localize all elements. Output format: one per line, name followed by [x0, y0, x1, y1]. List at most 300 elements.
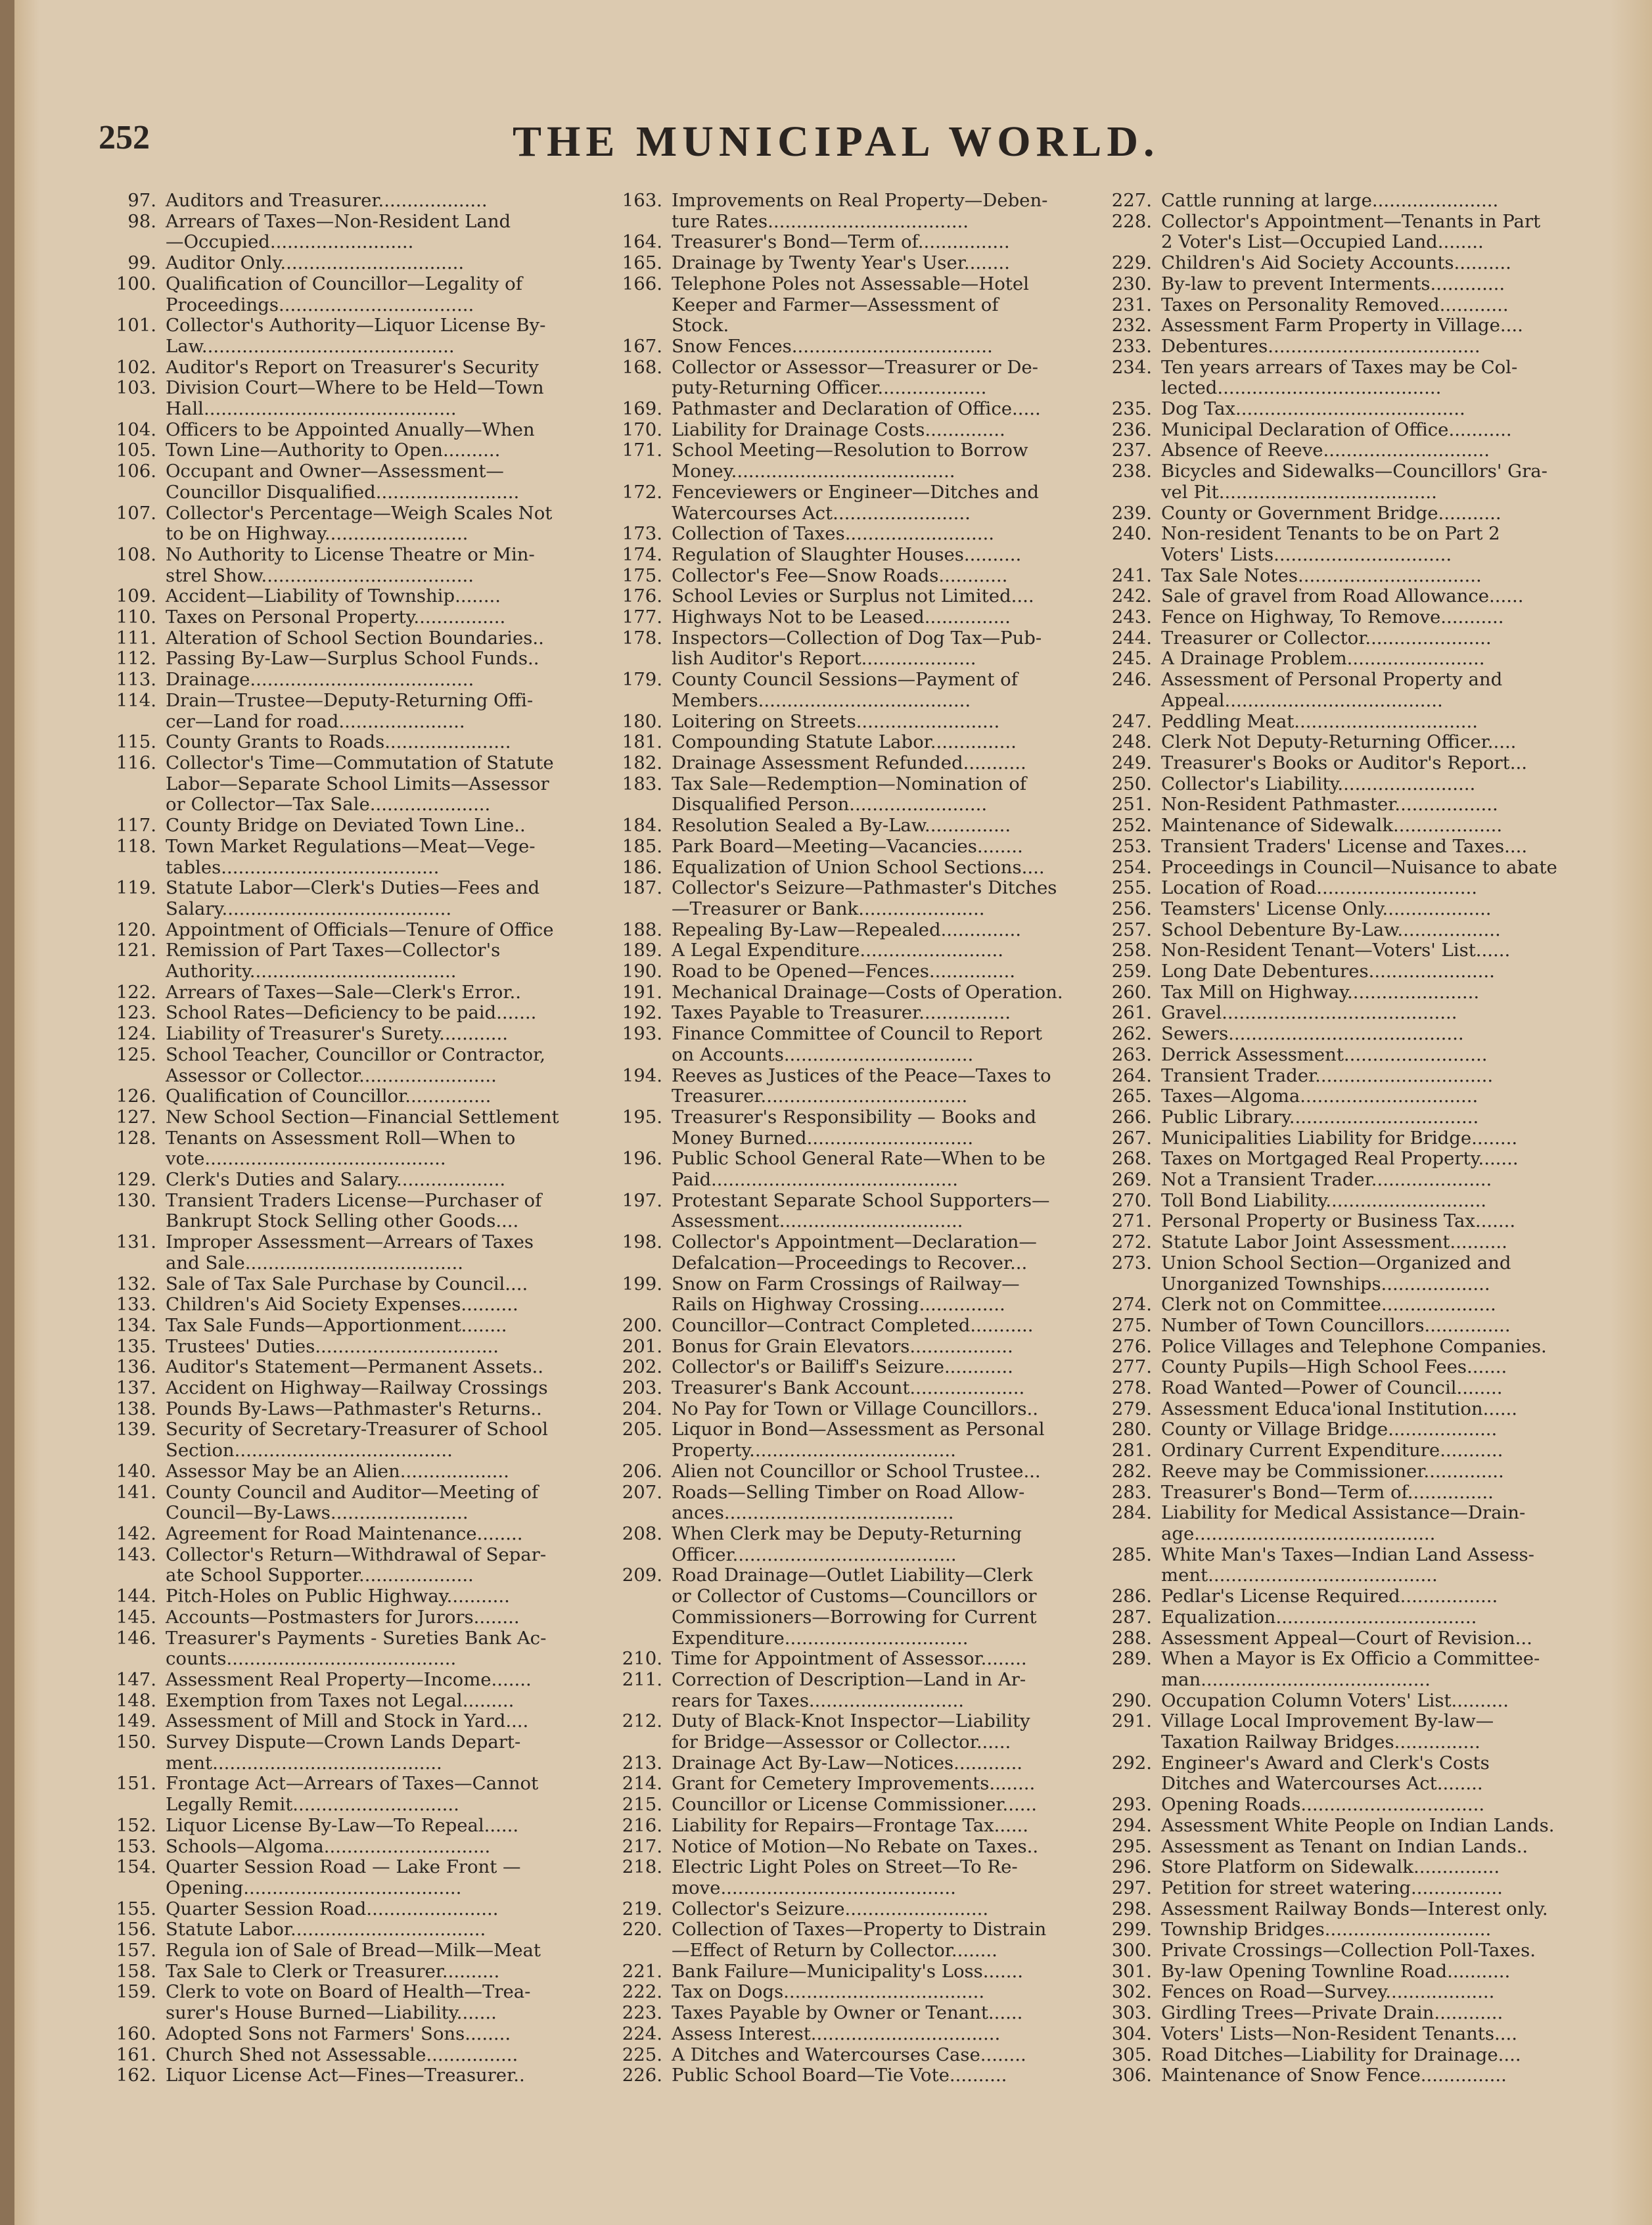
- entry-line: 2 Voter's List—Occupied Land........: [1161, 231, 1484, 253]
- entry-title: [166, 670, 572, 691]
- book-spine-edge: [0, 0, 14, 2225]
- entry-title: [1161, 2065, 1567, 2086]
- index-entry: [1094, 566, 1567, 587]
- entry-line: ment........................................: [1161, 1565, 1438, 1586]
- entry-line: Treasurer's Bond—Term of...............: [1161, 1481, 1494, 1503]
- entry-title: [672, 920, 1078, 941]
- index-entry: [99, 1670, 572, 1691]
- entry-number: 238.: [1111, 461, 1152, 482]
- entry-title: [166, 607, 572, 628]
- index-entry: [1094, 899, 1567, 920]
- entry-line: School Levies or Surplus not Limited....: [672, 585, 1034, 607]
- entry-number: 236.: [1111, 419, 1152, 440]
- entry-line: Notice of Motion—No Rebate on Taxes..: [672, 1835, 1039, 1857]
- index-entry: [1094, 1940, 1567, 1961]
- entry-title: [672, 2024, 1078, 2045]
- entry-number: 121.: [116, 940, 156, 961]
- entry-title: [1161, 1232, 1567, 1253]
- index-entry: [99, 2045, 572, 2066]
- entry-line: Tax Sale—Redemption—Nomination of: [672, 773, 1026, 794]
- entry-line: Reeves as Justices of the Peace—Taxes to: [672, 1065, 1051, 1086]
- index-entry: [605, 1961, 1078, 1983]
- entry-line: Ordinary Current Expenditure...........: [1161, 1440, 1503, 1461]
- entry-title: [672, 1795, 1078, 1816]
- entry-number: 278.: [1111, 1377, 1152, 1399]
- entry-title: [166, 461, 572, 503]
- index-entry: [1094, 420, 1567, 441]
- entry-number: 200.: [622, 1314, 662, 1336]
- index-entry: [99, 586, 572, 607]
- entry-line: Councillor—Contract Completed...........: [672, 1314, 1034, 1336]
- entry-line: Clerk to vote on Board of Health—Trea-: [166, 1981, 531, 2003]
- entry-title: [166, 253, 572, 274]
- entry-line: Petition for street watering................: [1161, 1877, 1503, 1898]
- entry-line: Liquor License Act—Fines—Treasurer..: [166, 2065, 525, 2086]
- entry-number: 244.: [1111, 627, 1152, 649]
- entry-number: 253.: [1111, 835, 1152, 857]
- entry-number: 145.: [116, 1606, 156, 1628]
- entry-title: [166, 1607, 572, 1628]
- index-entry: [99, 1274, 572, 1295]
- entry-line: Non-Resident Tenant—Voters' List......: [1161, 940, 1511, 961]
- entry-number: 132.: [116, 1273, 156, 1295]
- index-entry: [605, 815, 1078, 837]
- entry-line: lish Auditor's Report....................: [672, 648, 976, 670]
- entry-line: vote..........................................: [166, 1148, 446, 1170]
- entry-line: ment........................................: [166, 1752, 442, 1774]
- entry-number: 175.: [622, 564, 662, 586]
- entry-number: 182.: [622, 752, 662, 773]
- entry-line: Highways Not to be Leased...............: [672, 607, 1011, 628]
- entry-number: 142.: [116, 1523, 156, 1544]
- entry-title: [672, 1419, 1078, 1461]
- entry-number: 287.: [1111, 1606, 1152, 1628]
- entry-number: 205.: [622, 1419, 662, 1440]
- entry-title: [672, 1774, 1078, 1795]
- entry-number: 220.: [622, 1919, 662, 1940]
- entry-number: 168.: [622, 356, 662, 378]
- entry-line: Officer.......................................: [672, 1544, 957, 1565]
- index-entry: [1094, 794, 1567, 815]
- index-entry: [605, 191, 1078, 232]
- index-entry: [605, 1274, 1078, 1316]
- index-entry: [99, 732, 572, 753]
- entry-line: Collection of Taxes..........................: [672, 523, 994, 545]
- index-entry: [99, 212, 572, 253]
- entry-line: Store Platform on Sidewalk...............: [1161, 1856, 1500, 1878]
- entry-line: Toll Bond Liability............................: [1161, 1189, 1487, 1211]
- index-entry: [1094, 586, 1567, 607]
- entry-number: 118.: [116, 835, 156, 857]
- index-entry: [99, 253, 572, 274]
- running-head-title: THE MUNICIPAL WORLD.: [513, 118, 1160, 166]
- entry-line: Sale of gravel from Road Allowance......: [1161, 585, 1524, 607]
- index-entry: [99, 1232, 572, 1273]
- entry-line: Taxes—Algoma...............................: [1161, 1086, 1479, 1107]
- entry-number: 120.: [116, 919, 156, 940]
- entry-title: [672, 1753, 1078, 1774]
- index-entry: [605, 1857, 1078, 1898]
- entry-line: Equalization...................................: [1161, 1606, 1477, 1628]
- index-entry: [1094, 982, 1567, 1003]
- entry-title: [166, 1086, 572, 1107]
- entry-line: A Ditches and Watercourses Case........: [672, 2044, 1026, 2065]
- entry-title: [1161, 503, 1567, 524]
- entry-line: Snow on Farm Crossings of Railway—: [672, 1273, 1020, 1295]
- entry-number: 216.: [622, 1814, 662, 1836]
- entry-number: 297.: [1111, 1877, 1152, 1898]
- index-entry: [605, 1565, 1078, 1649]
- entry-line: Assessment White People on Indian Lands.: [1161, 1814, 1555, 1836]
- index-entry: [1094, 2045, 1567, 2066]
- entry-line: By-law Opening Townline Road...........: [1161, 1960, 1511, 1982]
- index-entry: [605, 1003, 1078, 1024]
- entry-title: [672, 1919, 1078, 1961]
- entry-line: Treasurer or Collector......................: [1161, 627, 1492, 649]
- entry-line: Personal Property or Business Tax.......: [1161, 1210, 1516, 1232]
- entry-number: 190.: [622, 961, 662, 982]
- entry-line: Agreement for Road Maintenance........: [166, 1523, 523, 1544]
- index-entry: [605, 253, 1078, 274]
- index-entry: [605, 566, 1078, 587]
- entry-number: 260.: [1111, 981, 1152, 1003]
- entry-line: Liability for Medical Assistance—Drain-: [1161, 1502, 1526, 1524]
- entry-title: [166, 649, 572, 670]
- entry-number: 263.: [1111, 1044, 1152, 1065]
- entry-number: 116.: [116, 752, 156, 773]
- entry-line: County Bridge on Deviated Town Line..: [166, 815, 526, 837]
- entry-number: 156.: [116, 1919, 156, 1940]
- entry-line: and Sale......................................: [166, 1252, 463, 1273]
- index-entry: [99, 837, 572, 878]
- entry-number: 147.: [116, 1668, 156, 1690]
- index-entry: [1094, 753, 1567, 774]
- entry-title: [1161, 461, 1567, 503]
- entry-line: Electric Light Poles on Street—To Re-: [672, 1856, 1018, 1878]
- entry-line: Defalcation—Proceedings to Recover...: [672, 1252, 1028, 1273]
- entry-title: [166, 837, 572, 878]
- index-entry: [99, 670, 572, 691]
- entry-title: [1161, 753, 1567, 774]
- index-entry: [1094, 1649, 1567, 1690]
- entry-number: 228.: [1111, 210, 1152, 232]
- entry-title: [672, 961, 1078, 982]
- entry-line: A Drainage Problem........................: [1161, 648, 1485, 670]
- entry-line: Children's Aid Society Accounts..........: [1161, 252, 1511, 274]
- entry-line: Pedlar's License Required.................: [1161, 1586, 1498, 1607]
- entry-title: [166, 1274, 572, 1295]
- index-entry: [1094, 1503, 1567, 1544]
- entry-line: age..........................................: [1161, 1523, 1436, 1544]
- entry-title: [1161, 1170, 1567, 1191]
- entry-line: Time for Appointment of Assessor........: [672, 1648, 1027, 1670]
- entry-number: 299.: [1111, 1919, 1152, 1940]
- entry-number: 187.: [622, 877, 662, 899]
- index-entry: [1094, 1337, 1567, 1358]
- entry-title: [166, 920, 572, 941]
- entry-line: School Debenture By-Law..................: [1161, 919, 1501, 940]
- entry-line: Liability for Repairs—Frontage Tax......: [672, 1814, 1029, 1836]
- entry-number: 222.: [622, 1981, 662, 2003]
- entry-number: 211.: [622, 1668, 662, 1690]
- index-entry: [99, 1128, 572, 1170]
- entry-title: [1161, 1586, 1567, 1607]
- entry-line: ture Rates...................................: [672, 210, 969, 232]
- entry-number: 98.: [127, 210, 156, 232]
- entry-line: Schools—Algoma.............................: [166, 1835, 491, 1857]
- index-entry: [99, 1482, 572, 1524]
- entry-line: counts........................................: [166, 1648, 457, 1670]
- entry-number: 162.: [116, 2065, 156, 2086]
- entry-number: 230.: [1111, 273, 1152, 294]
- index-entry: [99, 357, 572, 378]
- entry-title: [166, 1691, 572, 1712]
- index-entry: [605, 628, 1078, 670]
- index-entry: [605, 440, 1078, 482]
- entry-number: 154.: [116, 1856, 156, 1878]
- entry-title: [672, 982, 1078, 1003]
- index-entry: [1094, 461, 1567, 503]
- entry-number: 207.: [622, 1481, 662, 1503]
- index-entry: [99, 1378, 572, 1399]
- entry-line: Assessment of Personal Property and: [1161, 669, 1503, 691]
- index-entry: [99, 1691, 572, 1712]
- entry-number: 126.: [116, 1086, 156, 1107]
- index-entry: [605, 399, 1078, 420]
- index-entry: [1094, 1419, 1567, 1440]
- index-entry: [605, 1316, 1078, 1337]
- entry-number: 124.: [116, 1023, 156, 1045]
- entry-line: Law............................................: [166, 335, 455, 357]
- entry-line: By-law to prevent Interments.............: [1161, 273, 1505, 294]
- entry-number: 111.: [116, 627, 156, 649]
- index-entry: [605, 1066, 1078, 1107]
- entry-line: Qualification of Councillor...............: [166, 1086, 492, 1107]
- index-entry: [99, 2024, 572, 2045]
- entry-title: [166, 1045, 572, 1086]
- entry-line: Councillor or License Commissioner......: [672, 1794, 1037, 1816]
- entry-title: [166, 628, 572, 649]
- entry-number: 210.: [622, 1648, 662, 1670]
- index-entry: [1094, 1128, 1567, 1149]
- entry-title: [672, 1524, 1078, 1565]
- entry-title: [166, 274, 572, 315]
- index-entry: [605, 336, 1078, 357]
- index-entry: [605, 524, 1078, 545]
- index-entry: [1094, 1045, 1567, 1066]
- entry-line: Location of Road............................: [1161, 877, 1477, 899]
- entry-line: Sewers.........................................: [1161, 1023, 1464, 1045]
- entry-number: 226.: [622, 2065, 662, 2086]
- index-entry: [1094, 1066, 1567, 1087]
- index-entry: [1094, 357, 1567, 399]
- entry-number: 279.: [1111, 1398, 1152, 1419]
- entry-line: Public School General Rate—When to be: [672, 1148, 1045, 1170]
- index-entry: [99, 982, 572, 1003]
- entry-line: Fenceviewers or Engineer—Ditches and: [672, 481, 1040, 503]
- entry-title: [1161, 670, 1567, 711]
- entry-title: [1161, 420, 1567, 441]
- index-entry: [605, 1419, 1078, 1461]
- entry-number: 202.: [622, 1356, 662, 1378]
- index-entry: [605, 1711, 1078, 1753]
- entry-title: [166, 878, 572, 919]
- entry-number: 180.: [622, 710, 662, 732]
- index-entry: [1094, 649, 1567, 670]
- entry-title: [672, 566, 1078, 587]
- entry-line: School Rates—Deficiency to be paid.......: [166, 1002, 537, 1024]
- entry-title: [1161, 524, 1567, 565]
- entry-number: 112.: [116, 648, 156, 670]
- entry-line: Absence of Reeve.............................: [1161, 440, 1490, 461]
- entry-line: —Effect of Return by Collector........: [672, 1940, 998, 1961]
- entry-title: [1161, 712, 1567, 733]
- entry-title: [166, 1107, 572, 1128]
- entry-line: Assessment Appeal—Court of Revision...: [1161, 1627, 1532, 1649]
- entry-title: [1161, 1337, 1567, 1358]
- entry-title: [166, 1899, 572, 1920]
- entry-line: Road Wanted—Power of Council........: [1161, 1377, 1503, 1399]
- entry-line: Disqualified Person........................: [672, 794, 988, 815]
- entry-number: 194.: [622, 1065, 662, 1086]
- entry-number: 173.: [622, 523, 662, 545]
- entry-number: 306.: [1111, 2065, 1152, 2086]
- entry-line: Bicycles and Sidewalks—Councillors' Gra-: [1161, 461, 1548, 482]
- entry-number: 123.: [116, 1002, 156, 1024]
- entry-line: Police Villages and Telephone Companies.: [1161, 1335, 1547, 1357]
- entry-title: [1161, 566, 1567, 587]
- index-entry: [1094, 1232, 1567, 1253]
- index-entry: [99, 1086, 572, 1107]
- entry-title: [672, 1274, 1078, 1316]
- entry-number: 231.: [1111, 294, 1152, 315]
- index-entry: [1094, 1461, 1567, 1482]
- entry-title: [1161, 961, 1567, 982]
- entry-line: Correction of Description—Land in Ar-: [672, 1668, 1026, 1690]
- entry-line: Occupant and Owner—Assessment—: [166, 461, 504, 482]
- index-entry: [1094, 253, 1567, 274]
- entry-number: 302.: [1111, 1981, 1152, 2003]
- entry-line: Accounts—Postmasters for Jurors........: [166, 1606, 520, 1628]
- entry-title: [1161, 1753, 1567, 1795]
- entry-title: [166, 1940, 572, 1961]
- index-entry: [1094, 1816, 1567, 1837]
- index-entry: [99, 1107, 572, 1128]
- index-entry: [605, 420, 1078, 441]
- entry-line: Reeve may be Commissioner..............: [1161, 1460, 1504, 1482]
- index-entry: [99, 815, 572, 837]
- index-entry: [605, 982, 1078, 1003]
- entry-line: Village Local Improvement By-law—: [1161, 1710, 1494, 1732]
- entry-line: Property....................................: [672, 1440, 956, 1461]
- entry-line: Drainage.......................................: [166, 669, 474, 691]
- index-entry: [1094, 1295, 1567, 1316]
- entry-title: [166, 586, 572, 607]
- entry-line: Long Date Debentures......................: [1161, 961, 1495, 982]
- index-entry: [605, 712, 1078, 733]
- entry-line: Arrears of Taxes—Non-Resident Land: [166, 210, 511, 232]
- index-entry: [99, 1170, 572, 1191]
- entry-title: [1161, 399, 1567, 420]
- index-entry: [1094, 1711, 1567, 1753]
- entry-line: man........................................: [1161, 1668, 1431, 1690]
- entry-number: 252.: [1111, 815, 1152, 837]
- entry-title: [672, 628, 1078, 670]
- index-entry: [99, 378, 572, 419]
- entry-line: Tax Sale Notes................................: [1161, 564, 1482, 586]
- entry-number: 289.: [1111, 1648, 1152, 1670]
- entry-line: Salary........................................: [166, 898, 452, 919]
- index-entry: [1094, 1919, 1567, 1940]
- entry-line: Passing By-Law—Surplus School Funds..: [166, 648, 539, 670]
- index-entry: [99, 1607, 572, 1628]
- index-entry: [1094, 440, 1567, 461]
- entry-line: School Teacher, Councillor or Contractor,: [166, 1044, 545, 1065]
- entry-line: Derrick Assessment.........................: [1161, 1044, 1488, 1065]
- entry-line: Collector's Authority—Liquor License By-: [166, 315, 546, 336]
- entry-line: Ten years arrears of Taxes may be Col-: [1161, 356, 1518, 378]
- index-entry: [99, 1919, 572, 1940]
- entry-title: [1161, 1024, 1567, 1045]
- entry-title: [166, 2045, 572, 2066]
- entry-number: 140.: [116, 1460, 156, 1482]
- entry-number: 224.: [622, 2023, 662, 2044]
- entry-line: Liquor in Bond—Assessment as Personal: [672, 1419, 1045, 1440]
- index-entry: [1094, 940, 1567, 961]
- entry-line: Road Drainage—Outlet Liability—Clerk: [672, 1565, 1033, 1586]
- entry-number: 179.: [622, 669, 662, 691]
- index-entry: [99, 1940, 572, 1961]
- index-entry: [1094, 2003, 1567, 2024]
- index-entry: [99, 878, 572, 919]
- entry-line: Treasurer's Books or Auditor's Report...: [1161, 752, 1527, 773]
- entry-number: 107.: [116, 502, 156, 524]
- index-entry: [99, 1711, 572, 1732]
- entry-line: White Man's Taxes—Indian Land Assess-: [1161, 1544, 1534, 1565]
- index-entry: [1094, 1691, 1567, 1712]
- entry-line: Taxation Railway Bridges...............: [1161, 1732, 1480, 1753]
- entry-title: [1161, 878, 1567, 899]
- entry-line: Collector's Liability........................: [1161, 773, 1476, 794]
- entry-title: [1161, 1628, 1567, 1649]
- entry-line: Collector's Appointment—Declaration—: [672, 1231, 1037, 1253]
- entry-line: Resolution Sealed a By-Law...............: [672, 815, 1011, 837]
- entry-title: [166, 1628, 572, 1670]
- entry-line: Money Burned.............................: [672, 1127, 974, 1149]
- entry-number: 264.: [1111, 1065, 1152, 1086]
- entry-line: Treasurer's Payments - Sureties Bank Ac-: [166, 1627, 547, 1649]
- entry-number: 282.: [1111, 1460, 1152, 1482]
- index-entry: [1094, 1253, 1567, 1295]
- entry-line: Authority....................................: [166, 961, 457, 982]
- entry-number: 242.: [1111, 585, 1152, 607]
- entry-title: [166, 1295, 572, 1316]
- entry-line: Collector or Assessor—Treasurer or De-: [672, 356, 1038, 378]
- entry-line: Opening Roads................................: [1161, 1794, 1485, 1816]
- entry-line: Public School Board—Tie Vote..........: [672, 2065, 1007, 2086]
- entry-title: [1161, 1837, 1567, 1858]
- entry-title: [1161, 774, 1567, 795]
- entry-line: Improper Assessment—Arrears of Taxes: [166, 1231, 534, 1253]
- entry-line: Clerk's Duties and Salary...................: [166, 1169, 506, 1191]
- entry-number: 234.: [1111, 356, 1152, 378]
- entry-line: Proceedings in Council—Nuisance to abate: [1161, 856, 1557, 878]
- entry-number: 188.: [622, 919, 662, 940]
- entry-number: 275.: [1111, 1314, 1152, 1336]
- entry-line: Bankrupt Stock Selling other Goods....: [166, 1210, 519, 1232]
- entry-number: 117.: [116, 815, 156, 837]
- entry-line: Fence on Highway, To Remove...........: [1161, 607, 1504, 628]
